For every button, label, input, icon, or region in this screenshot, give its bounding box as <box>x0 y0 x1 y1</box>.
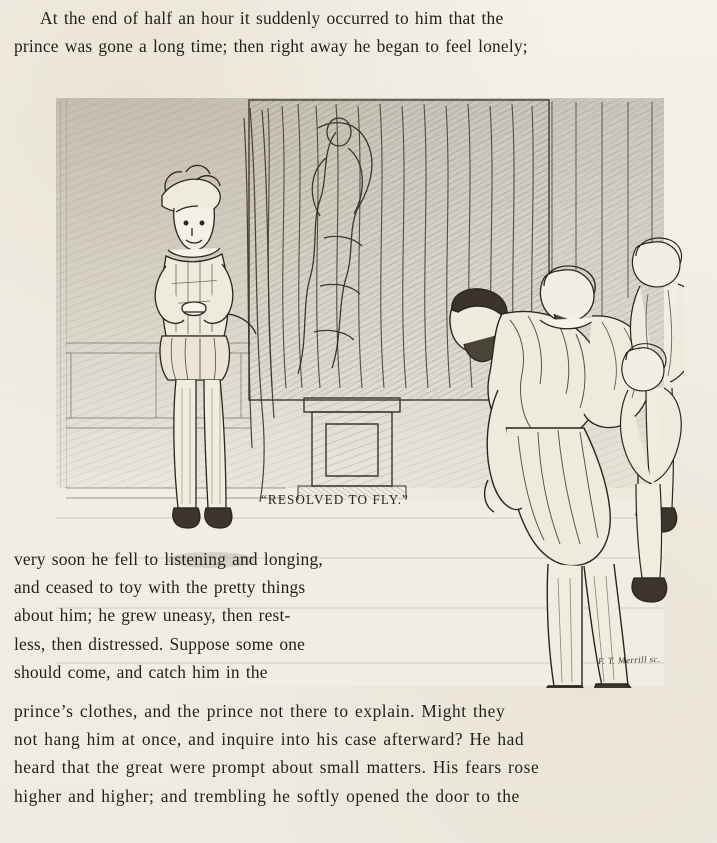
column-paragraph-line: about him; he grew uneasy, then rest- <box>14 605 291 626</box>
top-paragraph <box>14 4 704 60</box>
bottom-paragraph-line: prince’s clothes, and the prince not there to explain. Might they <box>14 701 506 721</box>
bottom-paragraph <box>14 697 708 810</box>
illustration-caption: “RESOLVED TO FLY.” <box>260 492 410 507</box>
bottom-paragraph-line: higher and higher; and trembling he softly opened the door to the <box>14 785 520 806</box>
bottom-paragraph-line: not hang him at once, and inquire into his case afterward? He had <box>14 729 525 750</box>
column-paragraph-line: very soon he fell to listening and longing, <box>14 549 323 569</box>
pedestal <box>298 398 406 502</box>
column-paragraph-line: less, then distressed. Suppose some one <box>14 633 306 654</box>
column-paragraph-line: should come, and catch him in the <box>14 661 268 682</box>
top-paragraph-line: prince was gone a long time; then right away he began to feel lonely; <box>14 36 528 57</box>
column-paragraph-line: and ceased to toy with the pretty things <box>14 577 306 598</box>
bottom-paragraph-line: heard that the great were prompt about small matters. His fears rose <box>14 757 540 778</box>
column-paragraph <box>14 545 414 686</box>
top-paragraph-line: At the end of half an hour it suddenly occurred to him that the <box>40 8 504 28</box>
artist-signature: F. T. Merrill sc. <box>597 653 661 667</box>
